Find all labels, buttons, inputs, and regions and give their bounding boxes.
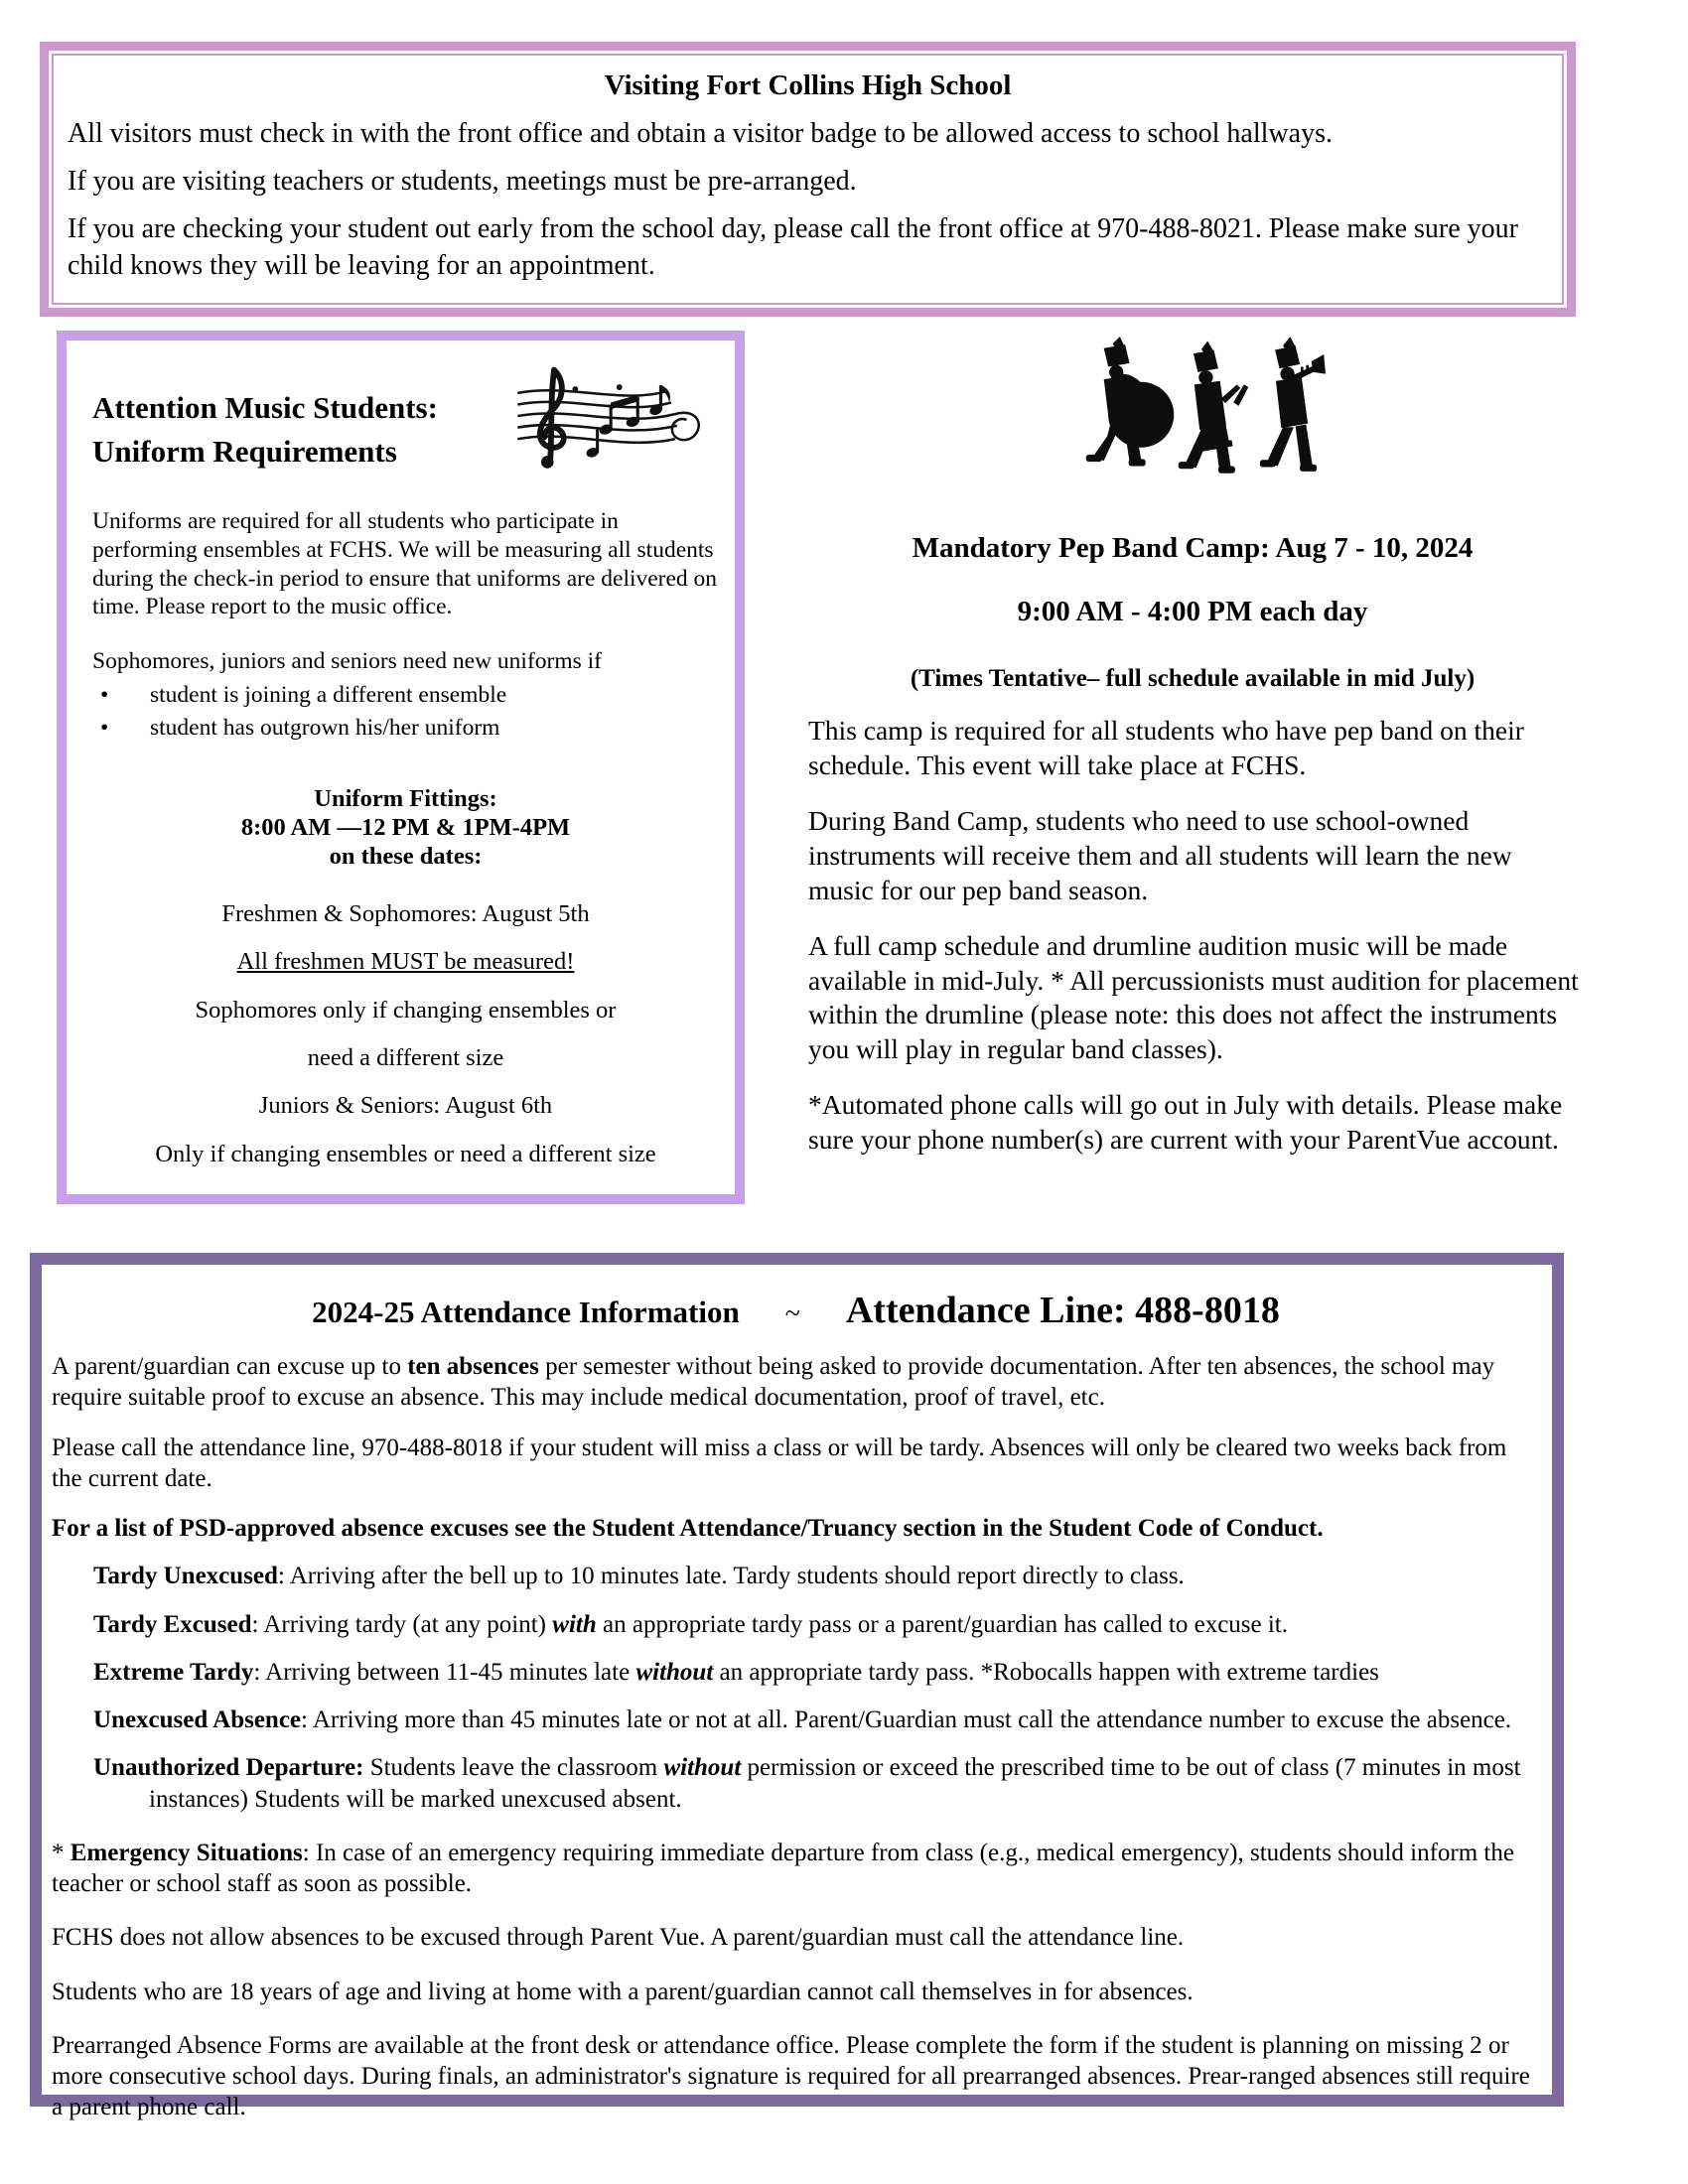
tardy-definition: Extreme Tardy: Arriving between 11-45 minutes late without an appropriate tardy pass. *Robocalls happen with extreme tardies: [93, 1658, 1379, 1686]
attendance-header: [52, 1289, 1540, 1332]
visitor-box-title: Visiting Fort Collins High School: [604, 69, 1012, 101]
tardy-definition: Unexcused Absence: Arriving more than 45 minutes late or not at all. Parent/Guardian must call the attendance number to excuse the absence.: [93, 1706, 1512, 1733]
attendance-paragraph: Students who are 18 years of age and living at home with a parent/guardian cannot call themselves in for absences.: [52, 1978, 1194, 2005]
music-bullet-item: [92, 681, 719, 709]
pep-band-paragraph: During Band Camp, students who need to use school-owned instruments will receive them and all students will learn the new music for our pep band season.: [808, 804, 1512, 905]
fittings-heading-line: 8:00 AM —12 PM & 1PM-4PM: [240, 813, 571, 841]
music-box-title-line1: Attention Music Students:: [92, 389, 438, 425]
music-notes-icon: [508, 360, 717, 504]
visitor-info-inner-frame: [52, 54, 1564, 305]
attendance-line-number: Attendance Line: 488-8018: [845, 1290, 1280, 1331]
attendance-paragraph: Prearranged Absence Forms are available at the front desk or attendance office. Please complete the form if the student is planning on missing 2 or more consecutive school days. During finals, an administrator's signature is required for all prearranged absences. Prear-ranged absences still require a parent phone call.: [52, 2031, 1530, 2121]
bullet-icon: •: [100, 715, 109, 742]
pep-band-paragraph: *Automated phone calls will go out in July with details. Please make sure your phone number(s) are current with your ParentVue account.: [808, 1089, 1563, 1156]
fitting-schedule-line: Sophomores only if changing ensembles or: [195, 996, 617, 1024]
visitor-paragraph: If you are checking your student out early from the school day, please call the front office at 970-488-8021. Please make sure your child knows they will be leaving for an appointment.: [68, 212, 1518, 281]
pep-band-paragraph: This camp is required for all students who have pep band on their schedule. This event will take place at FCHS.: [808, 715, 1524, 780]
music-bullet-text: student has outgrown his/her uniform: [150, 715, 500, 742]
uniform-fittings-heading: [92, 784, 719, 872]
tilde-separator: ~: [784, 1298, 800, 1329]
attendance-paragraph: Please call the attendance line, 970-488-8018 if your student will miss a class or will be tardy. Absences will only be cleared two weeks back from the current date.: [52, 1433, 1507, 1492]
bullet-icon: •: [100, 682, 109, 709]
tardy-definition: Tardy Unexcused: Arriving after the bell up to 10 minutes late. Tardy students should report directly to class.: [93, 1563, 1185, 1590]
music-bullet-item: [92, 714, 719, 742]
fittings-heading-line: Uniform Fittings:: [314, 784, 497, 812]
fitting-schedule-line: need a different size: [307, 1043, 504, 1071]
fitting-schedule-line: Freshmen & Sophomores: August 5th: [221, 899, 590, 927]
music-uniform-box: [57, 331, 745, 1204]
visitor-info-box: [40, 42, 1576, 317]
pep-band-camp-time: 9:00 AM - 4:00 PM each day: [1017, 596, 1368, 627]
music-bullet-text: student is joining a different ensemble: [150, 682, 507, 709]
music-box-title-line2: Uniform Requirements: [92, 433, 397, 469]
fittings-heading-line: on these dates:: [329, 843, 483, 871]
attendance-header-title: 2024-25 Attendance Information: [312, 1295, 740, 1329]
marching-band-icon: [1059, 336, 1326, 506]
attendance-psd-note: For a list of PSD-approved absence excuses see the Student Attendance/Truancy section in the Student Code of Conduct.: [52, 1515, 1324, 1542]
fitting-schedule-line: Juniors & Seniors: August 6th: [258, 1092, 553, 1120]
attendance-paragraph: A parent/guardian can excuse up to ten absences per semester without being asked to provide documentation. After ten absences, the school may require suitable proof to excuse an absence. This may include medical documentation, proof of travel, etc.: [52, 1353, 1495, 1412]
tardy-definition: Unauthorized Departure: Students leave the classroom without permission or exceed the prescribed time to be out of class (7 minutes in most instances) Students will be marked unexcused absent.: [93, 1754, 1521, 1813]
visitor-paragraph: If you are visiting teachers or students, meetings must be pre-arranged.: [68, 165, 857, 197]
emergency-situations-paragraph: * Emergency Situations: In case of an emergency requiring immediate departure from class (e.g., medical emergency), students should inform the teacher or school staff as soon as possible.: [52, 1839, 1514, 1897]
fitting-schedule-line: Only if changing ensembles or need a different size: [155, 1140, 656, 1167]
fitting-schedule-line: All freshmen MUST be measured!: [236, 948, 575, 976]
pep-band-camp-title: Mandatory Pep Band Camp: Aug 7 - 10, 2024: [912, 532, 1474, 564]
attendance-info-box: [30, 1253, 1564, 2121]
tardy-definition: Tardy Excused: Arriving tardy (at any point) with an appropriate tardy pass or a parent/guardian has called to excuse it.: [93, 1610, 1289, 1638]
pep-band-camp-note: (Times Tentative– full schedule available in mid July): [910, 665, 1476, 692]
pep-band-section: [806, 336, 1579, 1158]
attendance-paragraph: FCHS does not allow absences to be excused through Parent Vue. A parent/guardian must call the attendance line.: [52, 1924, 1185, 1952]
music-intro-paragraph: Uniforms are required for all students who participate in performing ensembles at FCHS. We will be measuring all students during the check-in period to ensure that uniforms are delivered on time. Please report to the music office.: [92, 507, 718, 620]
fitting-schedule: [92, 899, 719, 1168]
visitor-paragraph: All visitors must check in with the front office and obtain a visitor badge to be allowed access to school hallways.: [68, 118, 1333, 149]
pep-band-paragraph: A full camp schedule and drumline audition music will be made available in mid-July. * All percussionists must audition for placement within the drumline (please note: this does not affect the instruments you will play in regular band classes).: [808, 929, 1579, 1065]
music-need-new-line: Sophomores, juniors and seniors need new uniforms if: [92, 648, 603, 675]
